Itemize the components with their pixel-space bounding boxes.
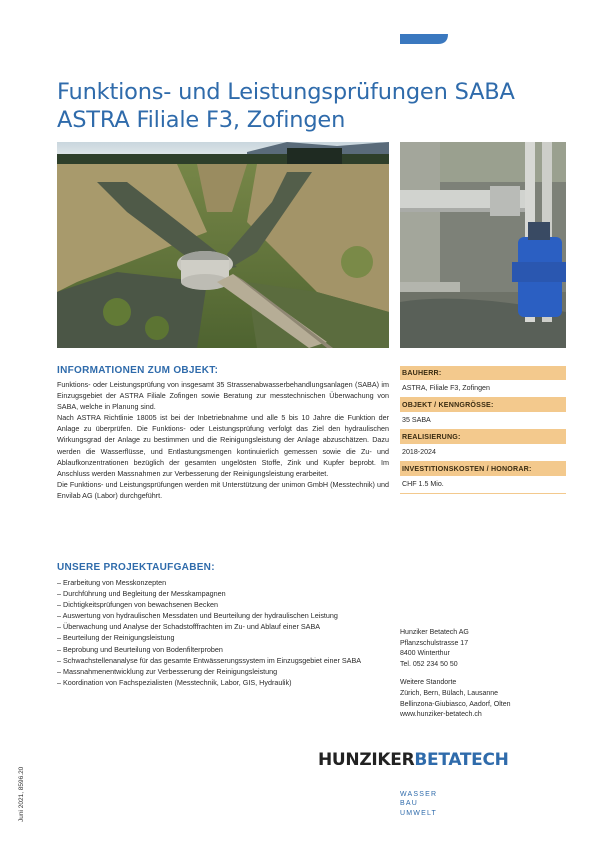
logo-text-betatech: BETATECH: [414, 750, 509, 770]
title-line-1: Funktions- und Leistungsprüfungen SABA: [57, 79, 515, 105]
claim-water: WASSER: [400, 791, 438, 798]
locations-line-1: Zürich, Bern, Bülach, Lausanne: [400, 689, 499, 697]
task-item: – Auswertung von hydraulischen Messdaten und Beurteilung der hydraulischen Leistung: [57, 610, 389, 621]
locations-heading: Weitere Standorte: [400, 679, 457, 687]
logo-text-hunziker: HUNZIKER: [318, 750, 415, 770]
task-item: – Beprobung und Beurteilung von Bodenfilterproben: [57, 644, 389, 655]
tasks-heading: UNSERE PROJEKTAUFGABEN:: [57, 562, 215, 573]
title-line-2: ASTRA Filiale F3, Zofingen: [57, 107, 346, 133]
company-claims: [400, 790, 437, 818]
task-item: – Überwachung und Analyse der Schadstofffrachten im Zu- und Ablauf einer SABA: [57, 621, 389, 632]
info-paragraph: Nach ASTRA Richtlinie 18005 ist bei der Inbetriebnahme und alle 5 bis 10 Jahre die Funktion der Anlage zu überprüfen. Die Funktions- oder Leistungsprüfung verfolgt das Ziel den hydraulischen Wirkungsgrad der Anlage zu bestimmen und die Reinigungsleistung der Anlage abzuschätzen. Dazu werden die Wasserflüsse, und Entlastungsmengen kontinuierlich gemessen sowie die Zu- und Ablaufkonzentrationen bezüglich der gesamten ungelösten Stoffe, Zink und Kupfer beprobt. Im Anschluss werden Massnahmen zur Verbesserung der Reinigungsleistung erarbeitet.: [57, 413, 389, 478]
company-address: [400, 628, 570, 721]
street: Pflanzschulstrasse 17: [400, 639, 469, 647]
photo-settling-basin: [57, 142, 389, 348]
city: 8400 Winterthur: [400, 650, 450, 658]
task-item: – Koordination von Fachspezialisten (Messtechnik, Labor, GIS, Hydraulik): [57, 677, 389, 688]
fact-value-costs: CHF 1.5 Mio.: [400, 476, 566, 494]
info-heading: INFORMATIONEN ZUM OBJEKT:: [57, 365, 219, 376]
company-name: Hunziker Betatech AG: [400, 629, 469, 636]
phone: Tel. 052 234 50 50: [400, 660, 458, 668]
task-item: – Beurteilung der Reinigungsleistung: [57, 632, 389, 643]
fact-value-client: ASTRA, Filiale F3, Zofingen: [400, 380, 566, 398]
task-item: – Erarbeitung von Messkonzepten: [57, 577, 389, 588]
task-item: – Massnahmenentwicklung zur Verbesserung der Reinigungsleistung: [57, 666, 389, 677]
brand-mark-icon: [400, 0, 466, 44]
company-logo: [318, 748, 508, 772]
fact-value-realization: 2018-2024: [400, 444, 566, 462]
document-date-reference: Juni 2021, 8596.20: [18, 766, 25, 822]
fact-label-object: OBJEKT / KENNGRÖSSE:: [400, 398, 566, 412]
task-item: – Schwachstellenanalyse für das gesamte Entwässerungssystem im Einzugsgebiet einer SABA: [57, 655, 389, 666]
info-body: [57, 379, 389, 501]
project-facts: [400, 366, 566, 494]
tasks-list: [57, 577, 389, 688]
claim-building: BAU: [400, 800, 418, 808]
task-item: – Durchführung und Begleitung der Messkampagnen: [57, 588, 389, 599]
info-paragraph: Funktions- oder Leistungsprüfung von insgesamt 35 Strassenabwasserbehandlungsanlagen (SABA) im Einzugsgebiet der ASTRA Filiale Zofingen sowie Beratung zur messtechnischen Überwachung von SABA, welche in Planung sind.: [57, 380, 389, 412]
fact-value-object: 35 SABA: [400, 412, 566, 430]
website-link[interactable]: www.hunziker-betatech.ch: [400, 711, 482, 719]
photo-pump-chamber: [400, 142, 566, 348]
claim-environment: UMWELT: [400, 809, 438, 817]
fact-label-costs: INVESTITIONSKOSTEN / HONORAR:: [400, 462, 566, 476]
locations-line-2: Bellinzona-Giubiasco, Aadorf, Olten: [400, 700, 511, 708]
page-title: [57, 78, 517, 134]
info-paragraph: Die Funktions- und Leistungsprüfungen werden mit Unterstützung der unimon GmbH (Messtechnik) und Envilab AG (Labor) durchgeführt.: [57, 479, 389, 500]
task-item: – Dichtigkeitsprüfungen von bewachsenen Becken: [57, 599, 389, 610]
fact-label-realization: REALISIERUNG:: [400, 430, 566, 444]
fact-label-client: BAUHERR:: [400, 366, 566, 380]
